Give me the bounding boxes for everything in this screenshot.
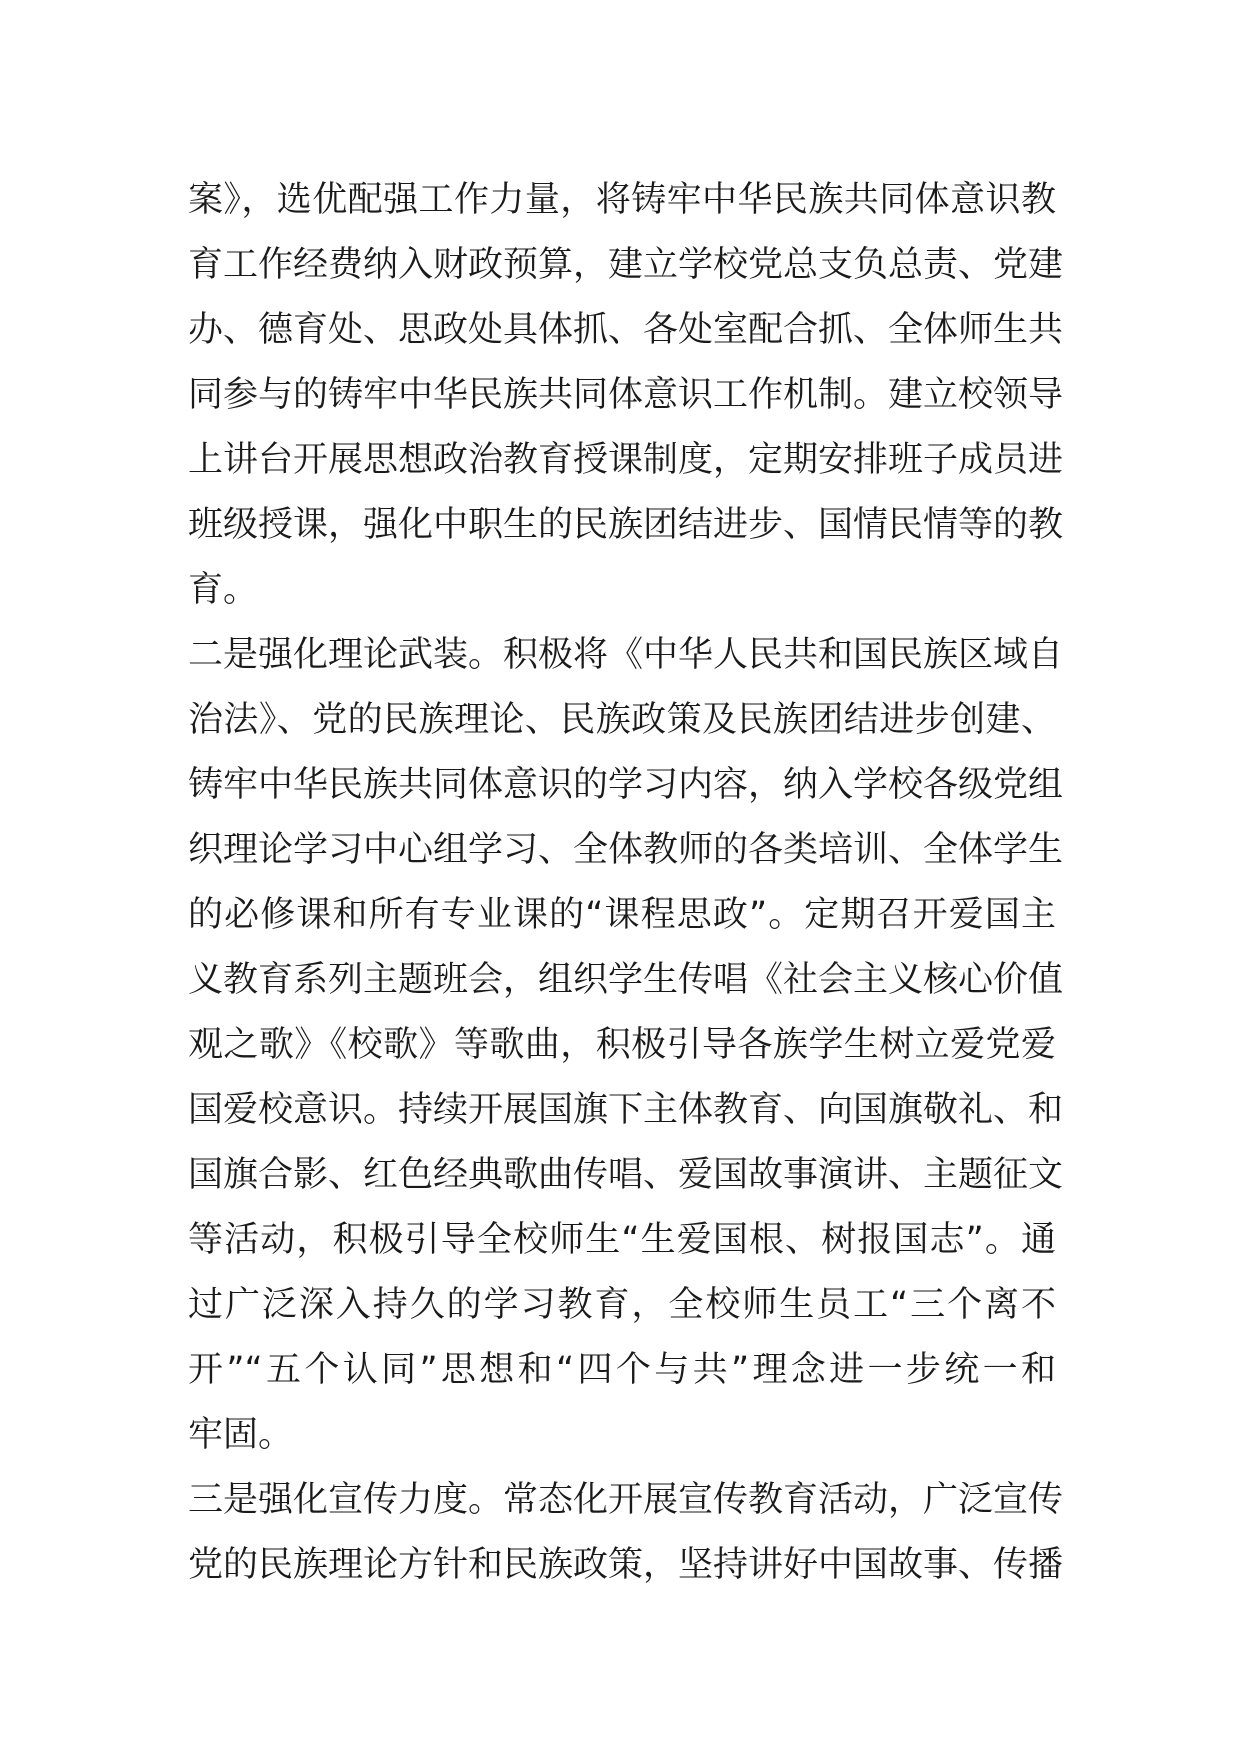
text-line: 过广泛深入持久的学习教育，全校师生员工“三个离不: [188, 1285, 1056, 1325]
text-line: 二是强化理论武装。积极将《中华人民共和国民族区域自: [188, 635, 1064, 675]
text-line: 同参与的铸牢中华民族共同体意识工作机制。建立校领导: [188, 375, 1064, 415]
text-line: 义教育系列主题班会，组织学生传唱《社会主义核心价值: [188, 960, 1064, 1000]
text-line: 育工作经费纳入财政预算，建立学校党总支负总责、党建: [188, 245, 1064, 285]
text-line: 等活动，积极引导全校师生“生爱国根、树报国志”。通: [188, 1220, 1056, 1260]
text-line: 织理论学习中心组学习、全体教师的各类培训、全体学生: [188, 830, 1064, 870]
text-line: 铸牢中华民族共同体意识的学习内容，纳入学校各级党组: [188, 765, 1064, 805]
text-line: 办、德育处、思政处具体抓、各处室配合抓、全体师生共: [188, 310, 1064, 350]
paragraph-end-line: 育。: [188, 570, 259, 610]
text-line: 党的民族理论方针和民族政策，坚持讲好中国故事、传播: [188, 1545, 1064, 1585]
text-line: 观之歌》《校歌》等歌曲，积极引导各族学生树立爱党爱: [188, 1025, 1056, 1065]
text-line: 班级授课，强化中职生的民族团结进步、国情民情等的教: [188, 505, 1064, 545]
text-line: 三是强化宣传力度。常态化开展宣传教育活动，广泛宣传: [188, 1480, 1064, 1520]
text-line: 的必修课和所有专业课的“课程思政”。定期召开爱国主: [188, 895, 1056, 935]
text-line: 治法》、党的民族理论、民族政策及民族团结进步创建、: [188, 700, 1056, 740]
text-line: 案》，选优配强工作力量，将铸牢中华民族共同体意识教: [188, 180, 1056, 220]
text-line: 上讲台开展思想政治教育授课制度，定期安排班子成员进: [188, 440, 1064, 480]
body-text: [188, 168, 1064, 1598]
text-line: 开”“五个认同”思想和“四个与共”理念进一步统一和: [188, 1350, 1056, 1390]
text-line: 国旗合影、红色经典歌曲传唱、爱国故事演讲、主题征文: [188, 1155, 1064, 1195]
paragraph-end-line: 牢固。: [188, 1415, 294, 1455]
text-line: 国爱校意识。持续开展国旗下主体教育、向国旗敬礼、和: [188, 1090, 1064, 1130]
